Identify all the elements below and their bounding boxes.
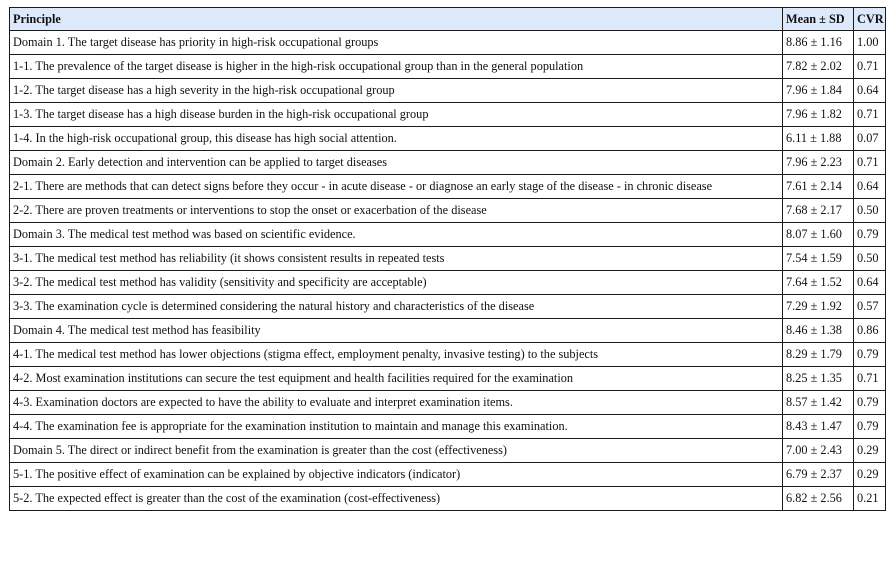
cell-cvr: 0.79 (854, 391, 886, 415)
cell-principle: 3-3. The examination cycle is determined considering the natural history and characteristics of the disease (10, 295, 783, 319)
table-row (10, 103, 886, 127)
cell-cvr: 0.79 (854, 223, 886, 247)
header-mean-sd: Mean ± SD (783, 8, 854, 31)
table-row (10, 343, 886, 367)
table-row (10, 367, 886, 391)
cell-mean-sd: 7.00 ± 2.43 (783, 439, 854, 463)
cell-principle: 1-4. In the high-risk occupational group, this disease has high social attention. (10, 127, 783, 151)
cell-cvr: 0.50 (854, 199, 886, 223)
table-row (10, 247, 886, 271)
table-row (10, 463, 886, 487)
cell-principle: Domain 1. The target disease has priority in high-risk occupational groups (10, 31, 783, 55)
cell-principle: 4-2. Most examination institutions can secure the test equipment and health facilities required for the examination (10, 367, 783, 391)
table-row (10, 151, 886, 175)
header-row (10, 8, 886, 31)
cell-principle: Domain 4. The medical test method has feasibility (10, 319, 783, 343)
cell-mean-sd: 8.43 ± 1.47 (783, 415, 854, 439)
cell-cvr: 0.07 (854, 127, 886, 151)
cell-principle: Domain 3. The medical test method was based on scientific evidence. (10, 223, 783, 247)
cell-mean-sd: 8.46 ± 1.38 (783, 319, 854, 343)
table-row (10, 415, 886, 439)
table-row (10, 487, 886, 511)
header-principle: Principle (10, 8, 783, 31)
cell-cvr: 0.71 (854, 367, 886, 391)
cell-cvr: 1.00 (854, 31, 886, 55)
cell-cvr: 0.29 (854, 463, 886, 487)
cell-principle: 4-3. Examination doctors are expected to have the ability to evaluate and interpret examination items. (10, 391, 783, 415)
cell-principle: 1-2. The target disease has a high severity in the high-risk occupational group (10, 79, 783, 103)
table-row (10, 79, 886, 103)
cell-cvr: 0.64 (854, 79, 886, 103)
cell-cvr: 0.71 (854, 103, 886, 127)
cell-mean-sd: 7.96 ± 1.82 (783, 103, 854, 127)
cell-cvr: 0.64 (854, 271, 886, 295)
cell-principle: 2-1. There are methods that can detect signs before they occur - in acute disease - or diagnose an early stage of the disease - in chronic disease (10, 175, 783, 199)
cell-principle: 1-3. The target disease has a high disease burden in the high-risk occupational group (10, 103, 783, 127)
table-body (10, 31, 886, 511)
cell-principle: Domain 5. The direct or indirect benefit from the examination is greater than the cost (effectiveness) (10, 439, 783, 463)
cell-mean-sd: 8.86 ± 1.16 (783, 31, 854, 55)
cell-cvr: 0.71 (854, 151, 886, 175)
cell-cvr: 0.86 (854, 319, 886, 343)
table-row (10, 391, 886, 415)
cell-principle: 3-2. The medical test method has validity (sensitivity and specificity are acceptable) (10, 271, 783, 295)
cell-mean-sd: 8.29 ± 1.79 (783, 343, 854, 367)
table-row (10, 175, 886, 199)
table-row (10, 295, 886, 319)
cell-mean-sd: 7.68 ± 2.17 (783, 199, 854, 223)
cell-mean-sd: 7.96 ± 2.23 (783, 151, 854, 175)
cell-cvr: 0.79 (854, 343, 886, 367)
cell-cvr: 0.50 (854, 247, 886, 271)
cell-principle: 5-2. The expected effect is greater than the cost of the examination (cost-effectiveness) (10, 487, 783, 511)
cell-mean-sd: 7.29 ± 1.92 (783, 295, 854, 319)
table-row (10, 31, 886, 55)
cell-mean-sd: 7.54 ± 1.59 (783, 247, 854, 271)
header-cvr: CVR (854, 8, 886, 31)
cell-principle: 5-1. The positive effect of examination can be explained by objective indicators (indicator) (10, 463, 783, 487)
table-row (10, 271, 886, 295)
cell-cvr: 0.21 (854, 487, 886, 511)
cell-mean-sd: 7.82 ± 2.02 (783, 55, 854, 79)
table-header (10, 8, 886, 31)
cell-mean-sd: 8.57 ± 1.42 (783, 391, 854, 415)
cell-cvr: 0.79 (854, 415, 886, 439)
cell-cvr: 0.71 (854, 55, 886, 79)
table-row (10, 55, 886, 79)
cell-mean-sd: 7.61 ± 2.14 (783, 175, 854, 199)
table-row (10, 223, 886, 247)
table-row (10, 439, 886, 463)
cell-mean-sd: 6.79 ± 2.37 (783, 463, 854, 487)
cell-mean-sd: 6.82 ± 2.56 (783, 487, 854, 511)
cell-cvr: 0.29 (854, 439, 886, 463)
cell-principle: 1-1. The prevalence of the target disease is higher in the high-risk occupational group than in the general population (10, 55, 783, 79)
principles-table (9, 7, 886, 511)
cell-principle: 3-1. The medical test method has reliability (it shows consistent results in repeated tests (10, 247, 783, 271)
cell-principle: 4-4. The examination fee is appropriate for the examination institution to maintain and manage this examination. (10, 415, 783, 439)
cell-principle: Domain 2. Early detection and intervention can be applied to target diseases (10, 151, 783, 175)
cell-mean-sd: 7.96 ± 1.84 (783, 79, 854, 103)
cell-principle: 2-2. There are proven treatments or interventions to stop the onset or exacerbation of the disease (10, 199, 783, 223)
cell-mean-sd: 6.11 ± 1.88 (783, 127, 854, 151)
cell-cvr: 0.64 (854, 175, 886, 199)
cell-mean-sd: 8.25 ± 1.35 (783, 367, 854, 391)
table-row (10, 319, 886, 343)
table-row (10, 127, 886, 151)
cell-mean-sd: 8.07 ± 1.60 (783, 223, 854, 247)
cell-principle: 4-1. The medical test method has lower objections (stigma effect, employment penalty, invasive testing) to the subjects (10, 343, 783, 367)
cell-cvr: 0.57 (854, 295, 886, 319)
table-row (10, 199, 886, 223)
cell-mean-sd: 7.64 ± 1.52 (783, 271, 854, 295)
